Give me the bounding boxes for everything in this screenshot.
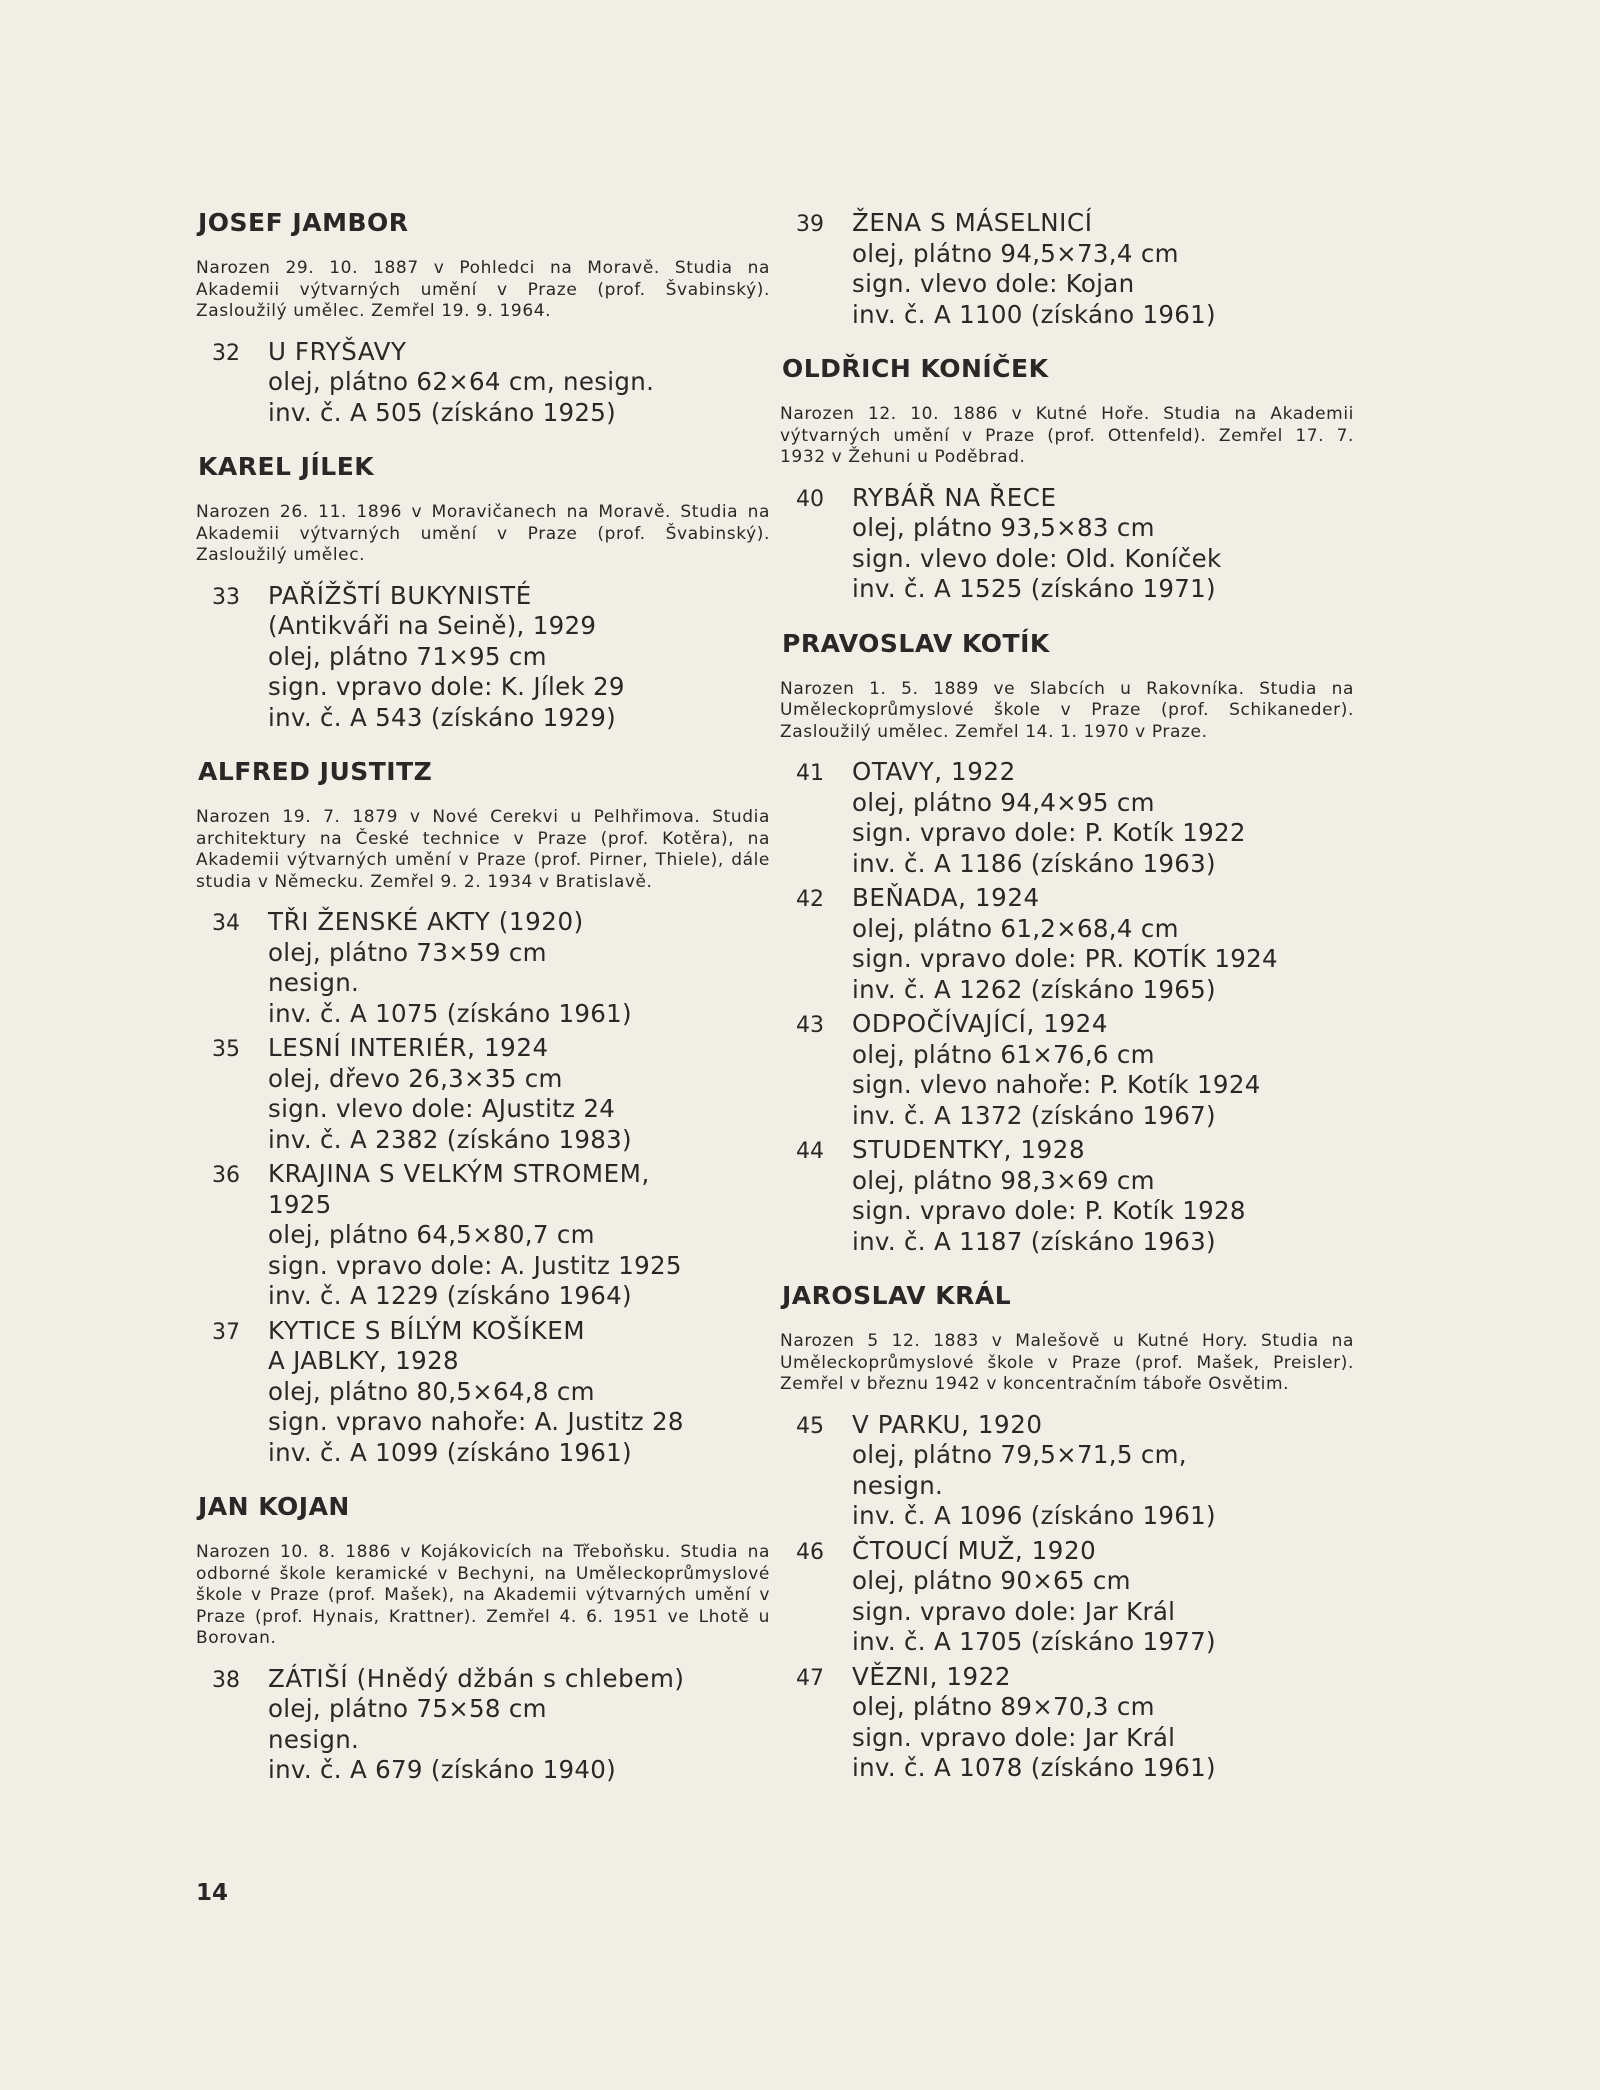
work-title: ČTOUCÍ MUŽ, 1920 bbox=[852, 1535, 1097, 1565]
catalog-number: 33 bbox=[212, 584, 240, 610]
work-detail-line: inv. č. A 1229 (získáno 1964) bbox=[268, 1281, 632, 1310]
work-detail-line: nesign. bbox=[268, 968, 360, 997]
catalog-number: 41 bbox=[796, 761, 824, 786]
work-title: ODPOČÍVAJÍCÍ, 1924 bbox=[852, 1009, 1109, 1038]
work-title: TŘI ŽENSKÉ AKTY (1920) bbox=[268, 907, 584, 936]
work-detail-line: nesign. bbox=[268, 1724, 360, 1754]
work-detail-line: inv. č. A 505 (získáno 1925) bbox=[268, 397, 617, 427]
section-spacer bbox=[780, 611, 1354, 629]
work-detail-line: olej, plátno 75×58 cm bbox=[268, 1694, 547, 1723]
catalog-item-42 bbox=[780, 883, 1354, 1005]
work-detail-line: inv. č. A 1096 (získáno 1961) bbox=[852, 1501, 1216, 1530]
catalog-item-43 bbox=[780, 1009, 1354, 1131]
artist-bio: Narozen 5 12. 1883 v Malešově u Kutné Hory. Studia na Uměleckoprůmyslové škole v Praze (prof. Mašek, Preisler). Zemřel v březnu 1942 v koncentračním táboře Osvětim. bbox=[780, 1331, 1354, 1394]
work-detail-line: inv. č. A 1372 (získáno 1967) bbox=[852, 1100, 1216, 1130]
work-detail-line: sign. vpravo nahoře: A. Justitz 28 bbox=[268, 1407, 684, 1436]
work-detail-line: inv. č. A 679 (získáno 1940) bbox=[268, 1755, 617, 1784]
artist-bio: Narozen 12. 10. 1886 v Kutné Hoře. Studia na Akademii výtvarných umění v Praze (prof. Ottenfeld). Zemřel 17. 7. 1932 v Žehuni u Poděbrad. bbox=[780, 404, 1354, 467]
work-detail-line: olej, plátno 94,4×95 cm bbox=[852, 787, 1155, 817]
artist-entry-oldrich-konicek bbox=[780, 354, 1354, 605]
work-detail-line: sign. vpravo dole: K. Jílek 29 bbox=[268, 672, 625, 701]
catalog-number: 34 bbox=[212, 911, 240, 936]
work-detail-line: sign. vlevo dole: Old. Koníček bbox=[852, 543, 1222, 573]
work-detail-line: sign. vlevo nahoře: P. Kotík 1924 bbox=[852, 1070, 1261, 1099]
artist-bio: Narozen 26. 11. 1896 v Moravičanech na Moravě. Studia na Akademii výtvarných umění v Praze (prof. Švabinský). Zasloužilý umělec. bbox=[196, 502, 770, 565]
catalog-item-39 bbox=[780, 208, 1354, 330]
work-detail-line: olej, plátno 93,5×83 cm bbox=[852, 513, 1155, 542]
catalog-item-36 bbox=[196, 1159, 770, 1312]
work-detail-line: olej, plátno 61×76,6 cm bbox=[852, 1039, 1155, 1069]
page-number: 14 bbox=[196, 1880, 229, 1906]
work-title: ZÁTIŠÍ (Hnědý džbán s chlebem) bbox=[268, 1663, 685, 1693]
artist-name: OLDŘICH KONÍČEK bbox=[782, 354, 1049, 383]
work-detail-line: inv. č. A 1262 (získáno 1965) bbox=[852, 974, 1216, 1004]
catalog-item-37 bbox=[196, 1316, 770, 1469]
work-detail-line: 1925 bbox=[268, 1189, 332, 1219]
work-title: OTAVY, 1922 bbox=[852, 757, 1016, 786]
artist-bio: Narozen 10. 8. 1886 v Kojákovicích na Třeboňsku. Studia na odborné škole keramické v Bechyni, na Uměleckoprůmyslové škole v Praze (prof. Mašek), na Akademii výtvarných umění v Praze (prof. Hynais, Krattner). Zemřel 4. 6. 1951 ve Lhotě u Borovan. bbox=[196, 1542, 770, 1648]
work-detail-line: sign. vpravo dole: Jar Král bbox=[852, 1722, 1176, 1752]
work-detail-line: olej, dřevo 26,3×35 cm bbox=[268, 1063, 563, 1093]
artist-entry-continued bbox=[780, 208, 1354, 330]
work-detail-line: (Antikváři na Seině), 1929 bbox=[268, 611, 597, 640]
artist-entry-pravoslav-kotik bbox=[780, 629, 1354, 1258]
catalog-number: 37 bbox=[212, 1319, 240, 1345]
work-detail-line: inv. č. A 1099 (získáno 1961) bbox=[268, 1437, 632, 1467]
catalog-item-35 bbox=[196, 1033, 770, 1155]
artist-name: KAREL JÍLEK bbox=[198, 452, 375, 481]
catalog-number: 44 bbox=[796, 1139, 824, 1164]
section-spacer bbox=[780, 336, 1354, 354]
work-detail-line: inv. č. A 1186 (získáno 1963) bbox=[852, 848, 1216, 878]
work-detail-line: olej, plátno 89×70,3 cm bbox=[852, 1692, 1155, 1721]
work-detail-line: sign. vpravo dole: A. Justitz 1925 bbox=[268, 1250, 682, 1280]
catalog-number: 35 bbox=[212, 1037, 240, 1062]
work-detail-line: inv. č. A 543 (získáno 1929) bbox=[268, 702, 617, 732]
work-detail-line: olej, plátno 62×64 cm, nesign. bbox=[268, 367, 655, 396]
catalog-item-47 bbox=[780, 1662, 1354, 1784]
work-detail-line: olej, plátno 90×65 cm bbox=[852, 1566, 1131, 1595]
artist-entry-josef-jambor bbox=[196, 208, 770, 428]
catalog-number: 38 bbox=[212, 1667, 240, 1693]
work-detail-line: olej, plátno 64,5×80,7 cm bbox=[268, 1220, 595, 1249]
work-detail-line: sign. vpravo dole: P. Kotík 1928 bbox=[852, 1196, 1246, 1225]
catalog-item-40 bbox=[780, 483, 1354, 605]
catalog-number: 39 bbox=[796, 212, 824, 237]
section-spacer bbox=[196, 1474, 770, 1492]
work-title: U FRYŠAVY bbox=[268, 336, 407, 366]
catalog-item-38 bbox=[196, 1664, 770, 1786]
work-detail-line: olej, plátno 98,3×69 cm bbox=[852, 1165, 1155, 1195]
artist-entry-alfred-justitz bbox=[196, 757, 770, 1468]
work-detail-line: olej, plátno 71×95 cm bbox=[268, 641, 547, 671]
work-title: STUDENTKY, 1928 bbox=[852, 1135, 1086, 1164]
work-title: RYBÁŘ NA ŘECE bbox=[852, 482, 1057, 512]
catalog-number: 42 bbox=[796, 887, 824, 912]
work-detail-line: sign. vpravo dole: Jar Král bbox=[852, 1596, 1176, 1626]
catalog-item-41 bbox=[780, 757, 1354, 879]
catalog-number: 46 bbox=[796, 1539, 824, 1565]
artist-bio: Narozen 1. 5. 1889 ve Slabcích u Rakovníka. Studia na Uměleckoprůmyslové škole v Praze (prof. Schikaneder). Zasloužilý umělec. Zemřel 14. 1. 1970 v Praze. bbox=[780, 678, 1354, 742]
work-title: LESNÍ INTERIÉR, 1924 bbox=[268, 1033, 549, 1062]
work-detail-line: olej, plátno 73×59 cm bbox=[268, 937, 547, 967]
artist-bio: Narozen 19. 7. 1879 v Nové Cerekvi u Pelhřimova. Studia architektury na České technice v Praze (prof. Kotěra), na Akademii výtvarných umění v Praze (prof. Pirner, Thiele), dále studia v Německu. Zemřel 9. 2. 1934 v Bratislavě. bbox=[196, 807, 770, 892]
work-title: BEŇADA, 1924 bbox=[852, 883, 1040, 912]
work-detail-line: inv. č. A 2382 (získáno 1983) bbox=[268, 1124, 632, 1154]
right-column bbox=[780, 208, 1354, 1790]
work-detail-line: inv. č. A 1705 (získáno 1977) bbox=[852, 1627, 1216, 1656]
catalog-number: 32 bbox=[212, 340, 240, 366]
catalog-item-44 bbox=[780, 1135, 1354, 1257]
artist-entry-jaroslav-kral bbox=[780, 1281, 1354, 1784]
work-title: PAŘÍŽŠTÍ BUKYNISTÉ bbox=[268, 580, 532, 610]
artist-name: ALFRED JUSTITZ bbox=[198, 757, 433, 786]
work-title: KRAJINA S VELKÝM STROMEM, bbox=[268, 1159, 650, 1188]
catalog-number: 36 bbox=[212, 1163, 240, 1188]
work-detail-line: olej, plátno 61,2×68,4 cm bbox=[852, 913, 1179, 943]
catalog-item-33 bbox=[196, 581, 770, 734]
work-detail-line: olej, plátno 94,5×73,4 cm bbox=[852, 238, 1179, 268]
work-detail-line: inv. č. A 1525 (získáno 1971) bbox=[852, 574, 1216, 603]
catalog-item-45 bbox=[780, 1410, 1354, 1532]
section-spacer bbox=[196, 739, 770, 757]
work-detail-line: sign. vpravo dole: PR. KOTÍK 1924 bbox=[852, 944, 1278, 973]
catalog-item-46 bbox=[780, 1536, 1354, 1658]
work-title: ŽENA S MÁSELNICÍ bbox=[852, 208, 1093, 237]
artist-name: JOSEF JAMBOR bbox=[198, 208, 409, 237]
work-detail-line: sign. vlevo dole: Kojan bbox=[852, 269, 1135, 298]
left-column bbox=[196, 208, 770, 1792]
work-title: VĚZNI, 1922 bbox=[852, 1661, 1012, 1691]
work-detail-line: A JABLKY, 1928 bbox=[268, 1346, 459, 1375]
work-detail-line: olej, plátno 79,5×71,5 cm, bbox=[852, 1440, 1187, 1469]
catalog-number: 45 bbox=[796, 1413, 824, 1439]
work-detail-line: inv. č. A 1100 (získáno 1961) bbox=[852, 299, 1216, 329]
work-detail-line: sign. vpravo dole: P. Kotík 1922 bbox=[852, 818, 1246, 847]
work-detail-line: nesign. bbox=[852, 1470, 944, 1500]
work-detail-line: sign. vlevo dole: AJustitz 24 bbox=[268, 1094, 616, 1123]
catalog-item-34 bbox=[196, 907, 770, 1029]
work-detail-line: inv. č. A 1187 (získáno 1963) bbox=[852, 1226, 1216, 1256]
artist-entry-karel-jilek bbox=[196, 452, 770, 733]
artist-name: JAN KOJAN bbox=[198, 1492, 350, 1521]
work-detail-line: inv. č. A 1075 (získáno 1961) bbox=[268, 998, 632, 1028]
work-detail-line: olej, plátno 80,5×64,8 cm bbox=[268, 1376, 595, 1406]
catalog-number: 43 bbox=[796, 1013, 824, 1038]
catalog-number: 47 bbox=[796, 1665, 824, 1691]
artist-entry-jan-kojan bbox=[196, 1492, 770, 1786]
artist-name: JAROSLAV KRÁL bbox=[782, 1281, 1012, 1310]
work-title: KYTICE S BÍLÝM KOŠÍKEM bbox=[268, 1315, 586, 1345]
work-title: V PARKU, 1920 bbox=[852, 1409, 1043, 1439]
work-detail-line: inv. č. A 1078 (získáno 1961) bbox=[852, 1753, 1216, 1782]
artist-bio: Narozen 29. 10. 1887 v Pohledci na Moravě. Studia na Akademii výtvarných umění v Praze (prof. Švabinský). Zasloužilý umělec. Zemřel 19. 9. 1964. bbox=[196, 258, 770, 321]
catalog-number: 40 bbox=[796, 486, 824, 512]
catalog-item-32 bbox=[196, 337, 770, 429]
section-spacer bbox=[780, 1263, 1354, 1281]
section-spacer bbox=[196, 434, 770, 452]
artist-name: PRAVOSLAV KOTÍK bbox=[782, 628, 1050, 658]
